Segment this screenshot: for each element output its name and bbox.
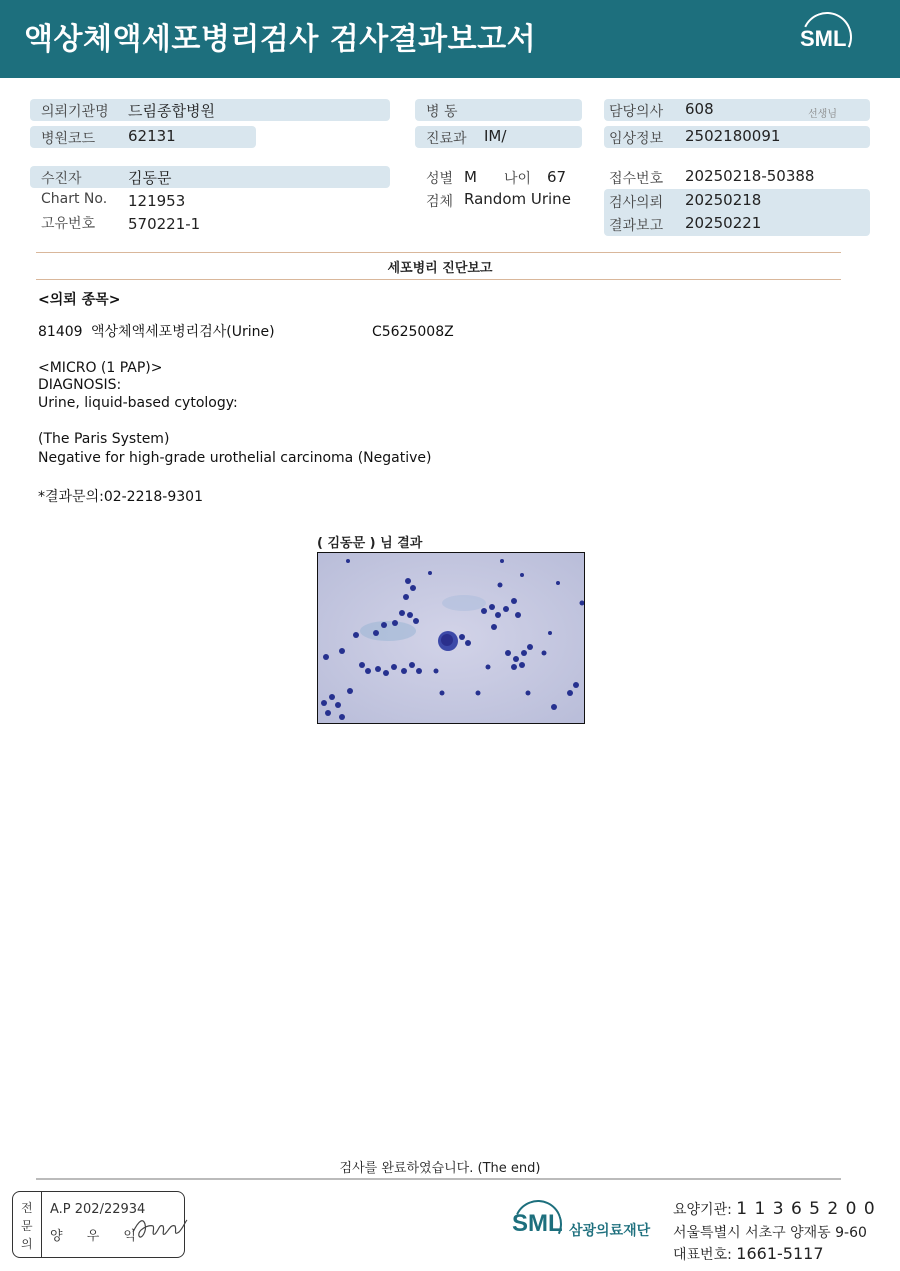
- doctor-suffix: 선생님: [808, 109, 837, 120]
- license-value: 1 1 3 6 5 2 0 0: [736, 1199, 876, 1219]
- paris-system: (The Paris System): [38, 431, 170, 447]
- footer-divider: [36, 1178, 841, 1180]
- report-label: 결과보고: [609, 218, 664, 234]
- stamp-side: [13, 1192, 42, 1257]
- clinical-label: 임상정보: [609, 131, 664, 147]
- code-label: 병원코드: [41, 131, 96, 147]
- image-caption: ( 김동문 ) 님 결과: [317, 536, 423, 551]
- report-header: [0, 0, 900, 78]
- chart-value: 121953: [128, 192, 186, 210]
- age-label: 나이: [504, 171, 532, 187]
- signature-icon: [129, 1210, 189, 1246]
- stamp-char-2: 문: [21, 1219, 33, 1233]
- sex-value: M: [464, 168, 477, 186]
- uid-value: 570221-1: [128, 215, 201, 233]
- result-contact: *결과문의:02-2218-9301: [38, 489, 203, 505]
- pathologist-stamp: [12, 1191, 185, 1258]
- item-name: 액상체액세포병리검사(Urine): [91, 324, 275, 340]
- stamp-license: A.P 202/22934: [50, 1202, 146, 1217]
- age-value: 67: [547, 168, 567, 186]
- code-value: 62131: [128, 127, 176, 145]
- dept-value: IM/: [484, 127, 507, 145]
- footer-logo-text: SML: [512, 1210, 563, 1237]
- doctor-value: 608: [685, 100, 714, 118]
- ward-label: 병 동: [426, 104, 458, 120]
- org-value: 드림종합병원: [128, 102, 215, 120]
- receipt-value: 20250218-50388: [685, 167, 815, 185]
- divider-bottom: [36, 279, 841, 280]
- license-line: [673, 1199, 876, 1219]
- report-title: 액상체액세포병리검사 검사결과보고서: [24, 22, 537, 57]
- clinical-value: 2502180091: [685, 127, 781, 145]
- stamp-name: 양 우 익: [50, 1229, 146, 1244]
- dept-label: 진료과: [426, 131, 467, 147]
- uid-label: 고유번호: [41, 216, 96, 232]
- sml-logo-icon: SML: [798, 12, 858, 66]
- report-value: 20250221: [685, 214, 762, 232]
- org-label: 의뢰기관명: [41, 104, 109, 120]
- specimen-label: 검체: [426, 194, 454, 210]
- stamp-char-1: 전: [21, 1201, 33, 1215]
- request-items-header: <의뢰 종목>: [38, 292, 121, 308]
- specimen-value: Random Urine: [464, 190, 571, 208]
- stamp-char-3: 의: [21, 1237, 33, 1251]
- phone-line: [673, 1244, 824, 1264]
- receipt-label: 접수번호: [609, 171, 664, 187]
- doctor-label: 담당의사: [609, 104, 664, 120]
- cytology-image: [317, 552, 585, 724]
- end-text: 검사를 완료하였습니다. (The end): [339, 1161, 541, 1176]
- request-label: 검사의뢰: [609, 195, 664, 211]
- patient-value: 김동문: [128, 169, 172, 187]
- phone-label: 대표번호:: [673, 1247, 732, 1263]
- footer-logo: [510, 1198, 660, 1258]
- micro-line: <MICRO (1 PAP)>: [38, 360, 163, 376]
- request-value: 20250218: [685, 191, 762, 209]
- patient-label: 수진자: [41, 171, 82, 187]
- diagnosis-label: DIAGNOSIS:: [38, 377, 122, 393]
- org-name: 삼광의료재단: [569, 1223, 651, 1239]
- chart-label: Chart No.: [41, 191, 108, 207]
- diagnosis-specimen: Urine, liquid-based cytology:: [38, 395, 238, 411]
- divider-top: [36, 252, 841, 253]
- license-label: 요양기관:: [673, 1202, 732, 1218]
- diagnosis-result: Negative for high-grade urothelial carcinoma (Negative): [38, 450, 432, 466]
- phone-value: 1661-5117: [736, 1244, 824, 1263]
- patient-row: [30, 166, 390, 188]
- item-code: 81409: [38, 324, 83, 340]
- sex-label: 성별: [426, 171, 454, 187]
- item-id: C5625008Z: [372, 324, 454, 340]
- address-line: 서울특별시 서초구 양재동 9-60: [673, 1225, 867, 1241]
- section-title: 세포병리 진단보고: [387, 261, 493, 276]
